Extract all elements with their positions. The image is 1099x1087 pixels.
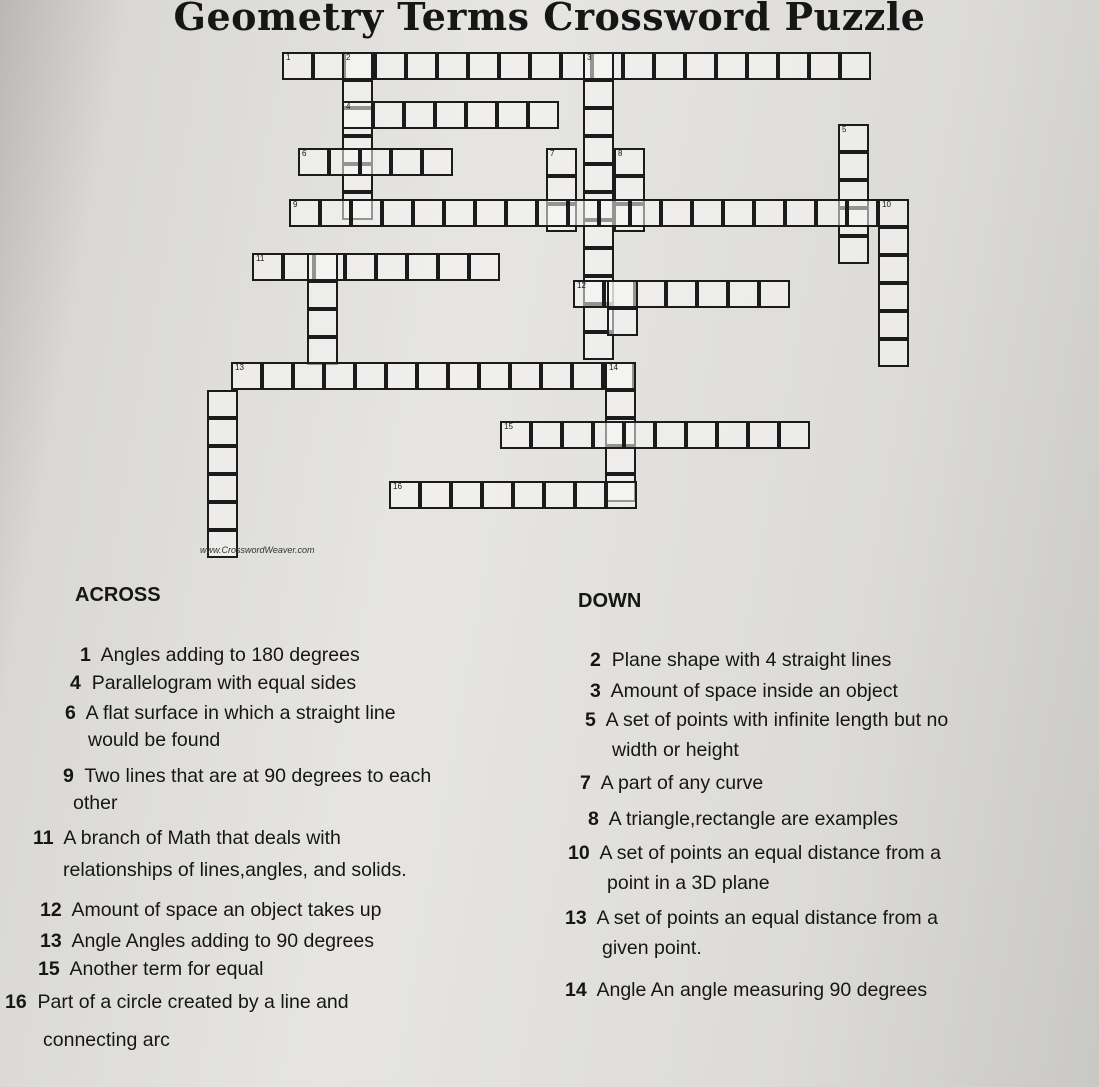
across-heading: ACROSS [75, 584, 161, 606]
down-clue-text: A triangle,rectangle are examples [598, 808, 899, 830]
grid-cell[interactable] [614, 148, 645, 176]
down-clue-line [588, 806, 898, 833]
credit-text: www.CrosswordWeaver.com [200, 545, 315, 555]
down-clue-text: A set of points an equal distance from a [589, 842, 941, 864]
grid-cell[interactable] [583, 80, 614, 108]
across-clue-text: Amount of space an object takes up [61, 899, 382, 921]
clue-number: 8 [618, 149, 623, 158]
across-clue-number: 6 [65, 702, 76, 724]
down-clue-text: Amount of space inside an object [600, 680, 898, 702]
across-clue-text: Two lines that are at 90 degrees to each [73, 765, 432, 787]
across-clue-text: Angles adding to 180 degrees [90, 644, 360, 666]
across-clue-line [70, 670, 356, 697]
puzzle-title: Geometry Terms Crossword Puzzle [173, 0, 926, 39]
grid-cell[interactable] [435, 101, 466, 129]
down-clue-number: 13 [565, 907, 587, 929]
grid-cell[interactable] [231, 362, 262, 390]
across-clue-text: Another term for equal [59, 958, 264, 980]
grid-cell[interactable] [541, 362, 572, 390]
grid-cell[interactable] [655, 421, 686, 449]
grid-cell[interactable] [407, 253, 438, 281]
grid-cell[interactable] [355, 362, 386, 390]
clue-number: 1 [286, 53, 291, 62]
across-clue-text: A branch of Math that deals with [53, 827, 341, 849]
grid-cell[interactable] [778, 52, 809, 80]
grid-cell[interactable] [389, 481, 420, 509]
grid-cell[interactable] [607, 308, 638, 336]
across-clue-number: 1 [80, 644, 91, 666]
down-clue-number: 5 [585, 709, 596, 731]
grid-cell[interactable] [623, 52, 654, 80]
grid-cell[interactable] [391, 148, 422, 176]
grid-cell[interactable] [420, 481, 451, 509]
grid-cell[interactable] [468, 52, 499, 80]
grid-cell[interactable] [207, 474, 238, 502]
grid-cell[interactable] [583, 332, 614, 360]
across-clue-line: other [73, 792, 118, 814]
grid-cell[interactable] [716, 52, 747, 80]
grid-cell[interactable] [479, 362, 510, 390]
grid-cell[interactable] [723, 199, 754, 227]
grid-cell[interactable] [583, 164, 614, 192]
across-clue-line [80, 642, 360, 669]
grid-cell[interactable] [840, 52, 871, 80]
grid-cell[interactable] [262, 362, 293, 390]
across-clue-text: Angle Angles adding to 90 degrees [61, 930, 374, 952]
grid-cell[interactable] [878, 283, 909, 311]
grid-cell[interactable] [282, 52, 313, 80]
grid-cell[interactable] [475, 199, 506, 227]
clue-number: 9 [293, 200, 298, 209]
grid-cell[interactable] [599, 199, 630, 227]
grid-cell[interactable] [451, 481, 482, 509]
grid-cell[interactable] [298, 148, 329, 176]
across-clue-line [5, 989, 349, 1016]
grid-cell[interactable] [537, 199, 568, 227]
grid-cell[interactable] [544, 481, 575, 509]
grid-cell[interactable] [754, 199, 785, 227]
grid-cell[interactable] [351, 199, 382, 227]
grid-cell[interactable] [546, 148, 577, 176]
grid-cell[interactable] [635, 280, 666, 308]
grid-cell[interactable] [583, 248, 614, 276]
grid-cell[interactable] [207, 502, 238, 530]
across-clue-line [40, 928, 374, 955]
grid-cell[interactable] [568, 199, 599, 227]
grid-cell[interactable] [324, 362, 355, 390]
clue-number: 5 [842, 125, 847, 134]
grid-cell[interactable] [748, 421, 779, 449]
grid-cell[interactable] [329, 148, 360, 176]
grid-cell[interactable] [661, 199, 692, 227]
grid-cell[interactable] [252, 253, 283, 281]
across-clue-text: Parallelogram with equal sides [80, 672, 357, 694]
down-clue-line [585, 707, 948, 734]
grid-cell[interactable] [847, 199, 878, 227]
across-clue-number: 9 [63, 765, 74, 787]
clue-number: 7 [550, 149, 555, 158]
grid-cell[interactable] [382, 199, 413, 227]
grid-cell[interactable] [809, 52, 840, 80]
across-clue-number: 15 [38, 958, 60, 980]
grid-cell[interactable] [482, 481, 513, 509]
grid-cell[interactable] [404, 101, 435, 129]
grid-cell[interactable] [386, 362, 417, 390]
grid-cell[interactable] [878, 227, 909, 255]
across-clue-text: A flat surface in which a straight line [75, 702, 396, 724]
grid-cell[interactable] [531, 421, 562, 449]
down-clue-line [590, 678, 898, 705]
grid-cell[interactable] [838, 152, 869, 180]
grid-cell[interactable] [448, 362, 479, 390]
across-clue-number: 12 [40, 899, 62, 921]
grid-cell[interactable] [422, 148, 453, 176]
grid-cell[interactable] [497, 101, 528, 129]
grid-cell[interactable] [606, 481, 637, 509]
across-clue-line [65, 700, 396, 727]
grid-cell[interactable] [583, 108, 614, 136]
grid-cell[interactable] [307, 281, 338, 309]
clue-number: 13 [235, 363, 244, 372]
across-clue-number: 4 [70, 672, 81, 694]
grid-cell[interactable] [728, 280, 759, 308]
clue-number: 3 [587, 53, 592, 62]
across-clue-line [63, 763, 431, 790]
grid-cell[interactable] [779, 421, 810, 449]
grid-cell[interactable] [717, 421, 748, 449]
grid-cell[interactable] [654, 52, 685, 80]
grid-cell[interactable] [838, 124, 869, 152]
down-clue-line [580, 770, 763, 797]
down-clue-number: 2 [590, 649, 601, 671]
grid-cell[interactable] [697, 280, 728, 308]
grid-cell[interactable] [572, 362, 603, 390]
down-clue-text: A part of any curve [590, 772, 764, 794]
grid-cell[interactable] [444, 199, 475, 227]
grid-cell[interactable] [345, 253, 376, 281]
grid-cell[interactable] [500, 421, 531, 449]
down-clue-line [568, 840, 941, 867]
grid-cell[interactable] [785, 199, 816, 227]
across-clue-line: would be found [88, 729, 221, 751]
grid-cell[interactable] [686, 421, 717, 449]
down-clue-text: A set of points an equal distance from a [586, 907, 938, 929]
grid-cell[interactable] [528, 101, 559, 129]
grid-cell[interactable] [293, 362, 324, 390]
grid-cell[interactable] [307, 309, 338, 337]
grid-cell[interactable] [375, 52, 406, 80]
grid-cell[interactable] [413, 199, 444, 227]
grid-cell[interactable] [605, 446, 636, 474]
grid-cell[interactable] [342, 101, 373, 129]
down-clue-line: width or height [612, 739, 739, 761]
grid-cell[interactable] [320, 199, 351, 227]
across-clue-line [38, 956, 263, 983]
clue-number: 16 [393, 482, 402, 491]
grid-cell[interactable] [307, 253, 338, 281]
grid-cell[interactable] [605, 390, 636, 418]
grid-cell[interactable] [747, 52, 778, 80]
grid-cell[interactable] [437, 52, 468, 80]
grid-cell[interactable] [307, 337, 338, 365]
grid-cell[interactable] [816, 199, 847, 227]
across-clue-line [33, 825, 341, 852]
grid-cell[interactable] [759, 280, 790, 308]
grid-cell[interactable] [513, 481, 544, 509]
grid-cell[interactable] [573, 280, 604, 308]
grid-cell[interactable] [376, 253, 407, 281]
down-clue-number: 3 [590, 680, 601, 702]
grid-cell[interactable] [360, 148, 391, 176]
across-clue-number: 13 [40, 930, 62, 952]
down-clue-text: Angle An angle measuring 90 degrees [586, 979, 928, 1001]
grid-cell[interactable] [692, 199, 723, 227]
across-clue-number: 16 [5, 991, 27, 1013]
clue-number: 6 [302, 149, 307, 158]
grid-cell[interactable] [624, 421, 655, 449]
clue-number: 2 [346, 53, 351, 62]
grid-cell[interactable] [583, 52, 614, 80]
clue-number: 12 [577, 281, 586, 290]
grid-cell[interactable] [469, 253, 500, 281]
grid-cell[interactable] [342, 52, 373, 80]
grid-cell[interactable] [666, 280, 697, 308]
clue-number: 14 [609, 363, 618, 372]
grid-cell[interactable] [630, 199, 661, 227]
grid-cell[interactable] [406, 52, 437, 80]
down-clue-line [565, 977, 927, 1004]
across-clue-line: connecting arc [43, 1029, 170, 1051]
down-heading: DOWN [578, 590, 642, 612]
grid-cell[interactable] [510, 362, 541, 390]
grid-cell[interactable] [207, 418, 238, 446]
grid-cell[interactable] [838, 236, 869, 264]
down-clue-number: 8 [588, 808, 599, 830]
across-clue-line [40, 897, 382, 924]
grid-cell[interactable] [207, 446, 238, 474]
grid-cell[interactable] [878, 339, 909, 367]
grid-cell[interactable] [605, 362, 636, 390]
grid-cell[interactable] [289, 199, 320, 227]
grid-cell[interactable] [499, 52, 530, 80]
grid-cell[interactable] [583, 136, 614, 164]
grid-cell[interactable] [607, 280, 638, 308]
grid-cell[interactable] [878, 199, 909, 227]
grid-cell[interactable] [417, 362, 448, 390]
down-clue-line: point in a 3D plane [607, 872, 770, 894]
grid-cell[interactable] [878, 255, 909, 283]
clue-number: 11 [256, 254, 265, 263]
down-clue-line [590, 647, 891, 674]
down-clue-text: A set of points with infinite length but no [595, 709, 949, 731]
down-clue-line: given point. [602, 937, 702, 959]
grid-cell[interactable] [207, 390, 238, 418]
grid-cell[interactable] [506, 199, 537, 227]
down-clue-number: 7 [580, 772, 591, 794]
grid-cell[interactable] [313, 52, 344, 80]
down-clue-number: 14 [565, 979, 587, 1001]
grid-cell[interactable] [530, 52, 561, 80]
grid-cell[interactable] [685, 52, 716, 80]
grid-cell[interactable] [593, 421, 624, 449]
grid-cell[interactable] [438, 253, 469, 281]
down-clue-number: 10 [568, 842, 590, 864]
down-clue-text: Plane shape with 4 straight lines [600, 649, 892, 671]
clue-number: 4 [346, 102, 351, 111]
down-clue-line [565, 905, 938, 932]
grid-cell[interactable] [562, 421, 593, 449]
grid-cell[interactable] [575, 481, 606, 509]
grid-cell[interactable] [466, 101, 497, 129]
across-clue-number: 11 [33, 827, 54, 849]
grid-cell[interactable] [373, 101, 404, 129]
clue-number: 15 [504, 422, 513, 431]
across-clue-line: relationships of lines,angles, and solids. [63, 859, 407, 881]
across-clue-text: Part of a circle created by a line and [26, 991, 349, 1013]
grid-cell[interactable] [878, 311, 909, 339]
clue-number: 10 [882, 200, 891, 209]
